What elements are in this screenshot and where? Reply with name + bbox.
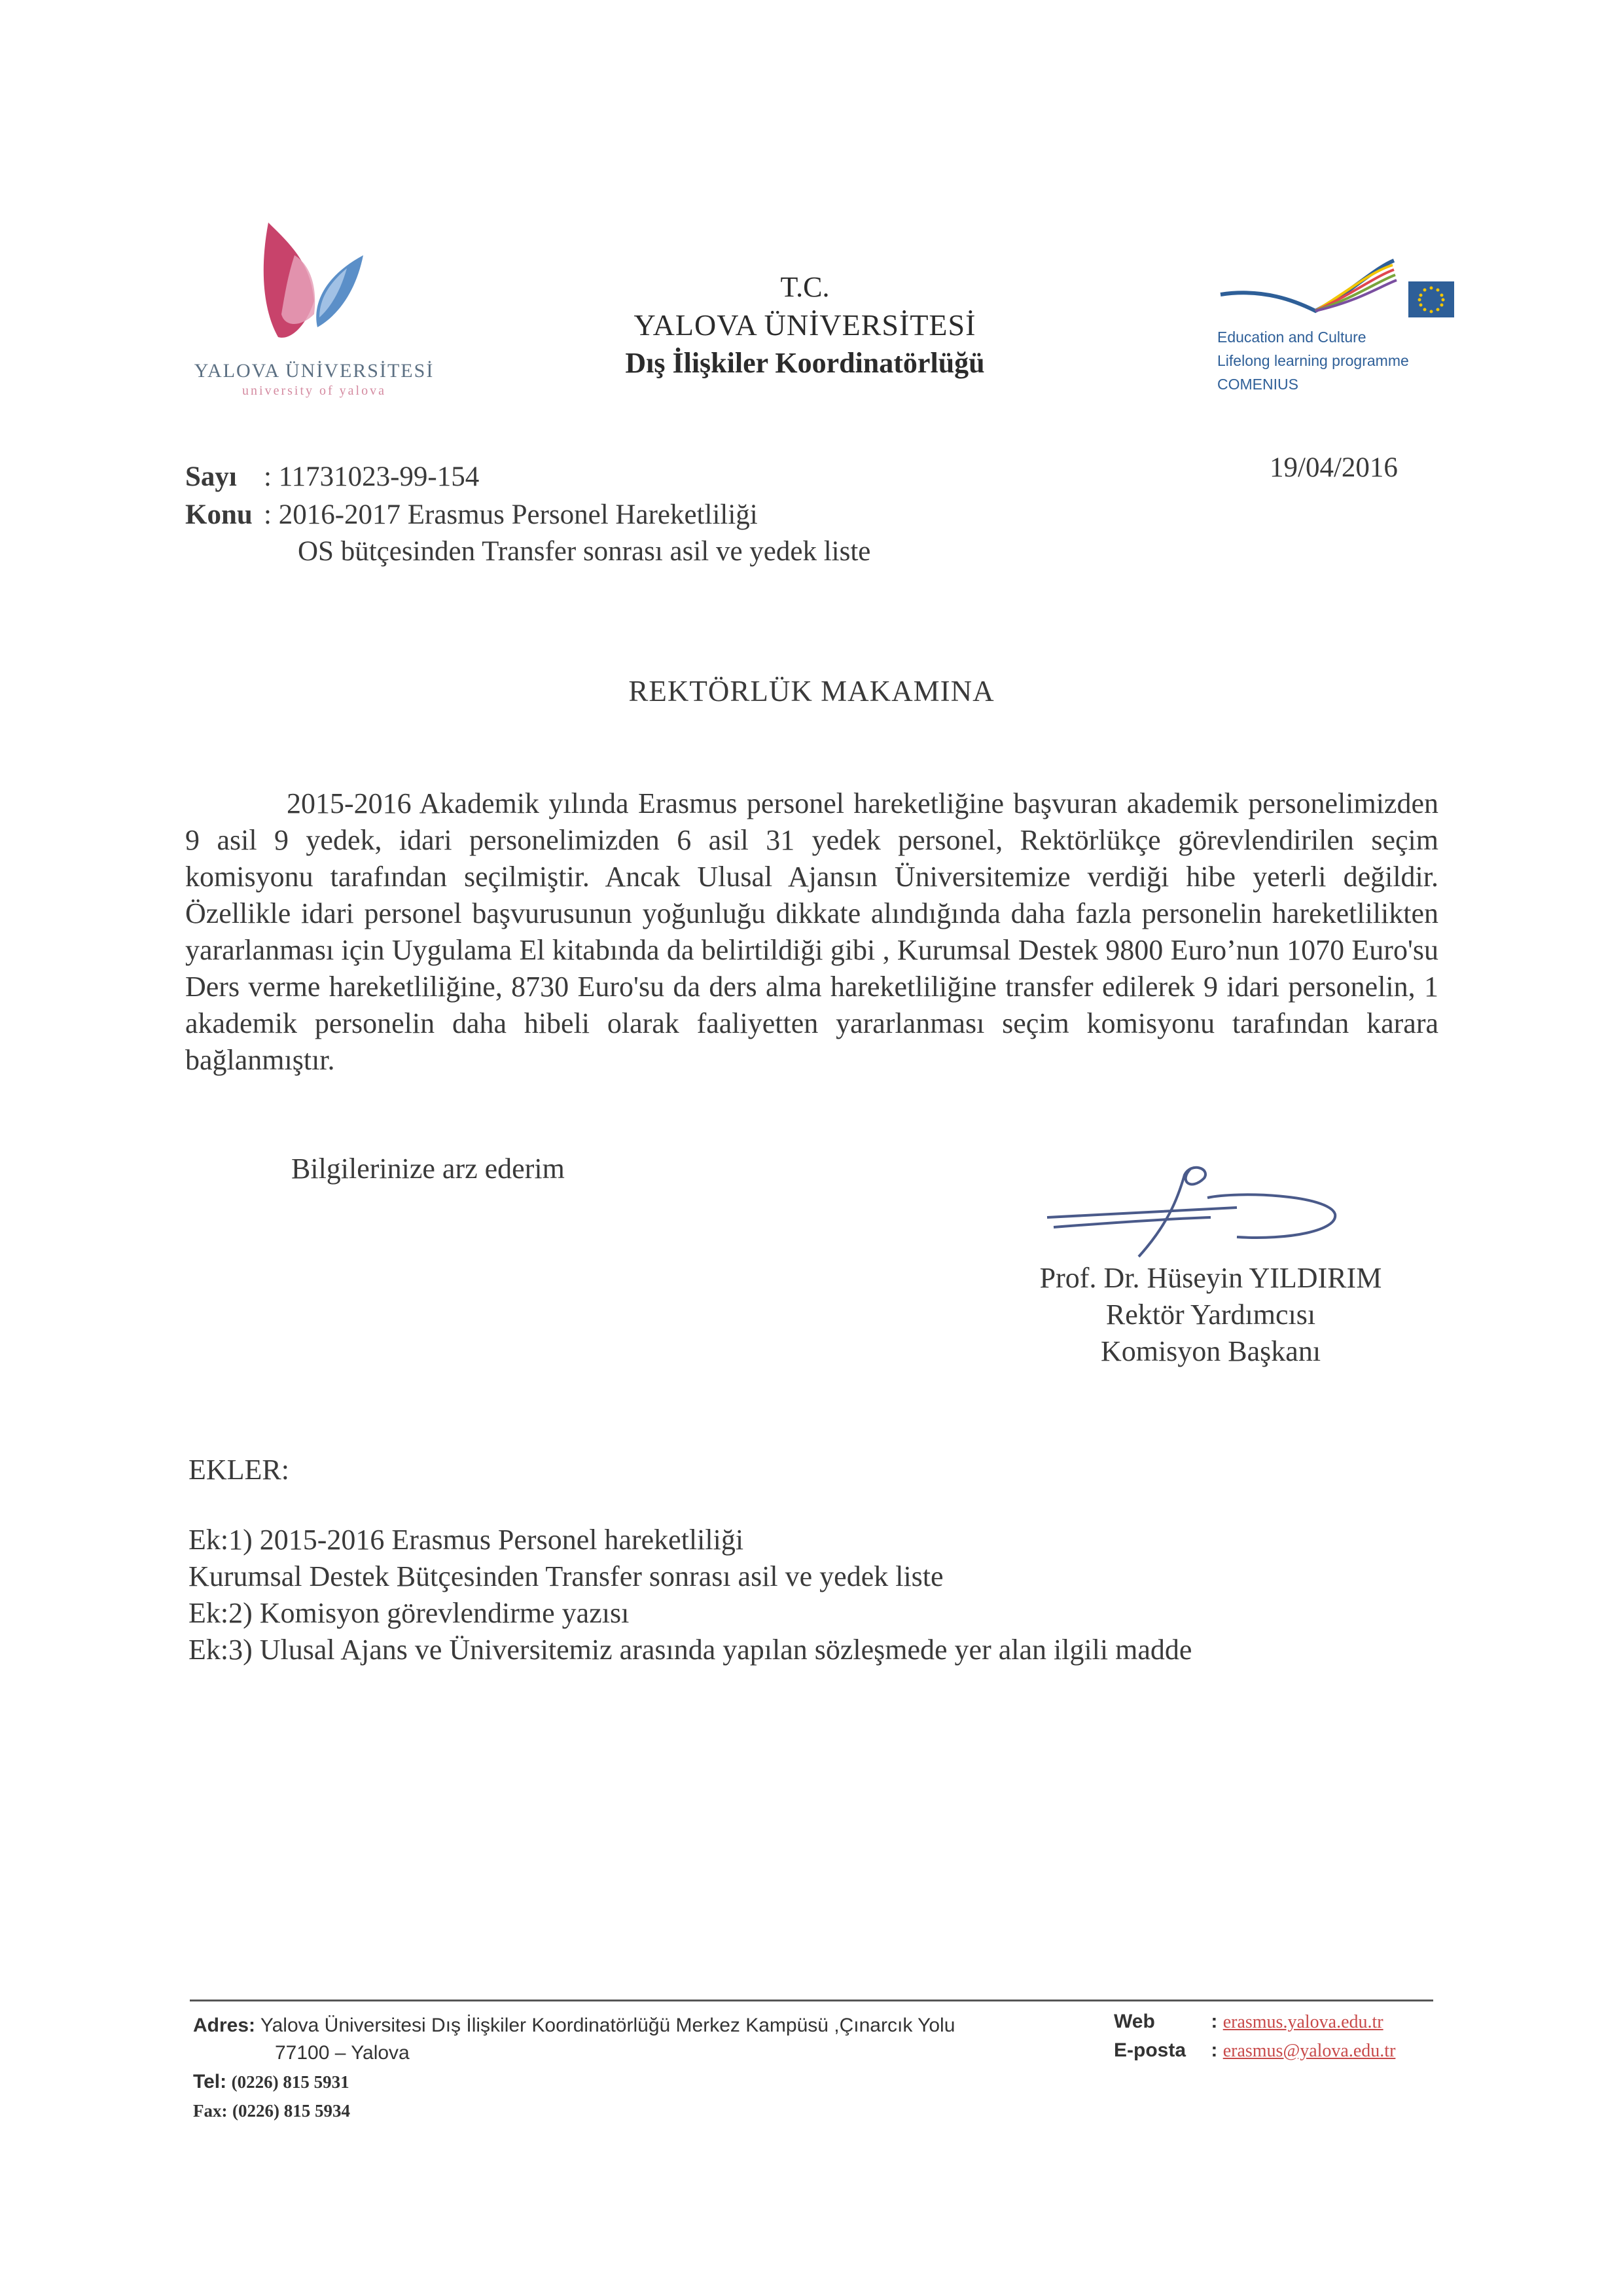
attachments-title: EKLER: <box>188 1454 289 1486</box>
document-date: 19/04/2016 <box>1270 452 1398 483</box>
office-name: Dış İlişkiler Koordinatörlüğü <box>625 347 985 379</box>
republic-label: T.C. <box>780 271 830 303</box>
address-line2: 77100 – Yalova <box>275 2042 410 2064</box>
attachments-list <box>188 1522 1192 1668</box>
closing-phrase: Bilgilerinize arz ederim <box>291 1153 565 1185</box>
tel-value: (0226) 815 5931 <box>231 2072 349 2092</box>
logo-university-name: YALOVA ÜNİVERSİTESİ <box>194 360 435 382</box>
letterhead-title <box>537 268 1073 382</box>
eu-text-line3: COMENIUS <box>1217 376 1298 393</box>
body-paragraph: 2015-2016 Akademik yılında Erasmus personel hareketliğine başvuran akademik personelimizden 9 asil 9 yedek, idari personelimizden 6 asil 31 yedek personel, Rektörlükçe görevlendirilen seçim komisyonu tarafından seçilmiştir. Ancak Ulusal Ajansın Üniversitemize verdiği hibe yeterli değildir. Özellikle idari personel başvurusunun yoğunluğu dikkate alındığında daha fazla personelin hareketlilikten yararlanması için Uygulama El kitabında da belirtildiği gibi , Kurumsal Destek 9800 Euro’nun 1070 Euro'su Ders verme hareketliliğine, 8730 Euro'su da ders alma hareketliliğine transfer edilerek 9 idari personelin, 1 akademik personelin daha hibeli olarak faaliyetten yararlanması seçim komisyonu tarafından karara bağlanmıştır. <box>185 787 1438 1076</box>
konu-value: : 2016-2017 Erasmus Personel Hareketliliği <box>264 499 758 530</box>
eu-text-line1: Education and Culture <box>1217 329 1366 346</box>
footer-divider <box>190 2000 1433 2001</box>
university-logo <box>177 216 452 406</box>
leaf-logo-icon <box>249 216 380 347</box>
attachment-item: Ek:2) Komisyon görevlendirme yazısı <box>188 1597 630 1629</box>
signatory-role: Komisyon Başkanı <box>1100 1335 1321 1367</box>
university-name: YALOVA ÜNİVERSİTESİ <box>633 308 976 342</box>
tel-label: Tel: <box>193 2071 227 2092</box>
eu-swoosh-icon <box>1217 255 1459 327</box>
signatory-block <box>949 1260 1472 1370</box>
address-label: Adres: <box>193 2015 256 2036</box>
footer-fax <box>193 2100 350 2122</box>
subject-line2: OS bütçesinden Transfer sonrası asil ve yedek liste <box>298 536 871 567</box>
footer <box>190 2003 1446 2134</box>
attachment-item: Kurumsal Destek Bütçesinden Transfer sonrası asil ve yedek liste <box>188 1560 944 1592</box>
eu-text-line2: Lifelong learning programme <box>1217 352 1409 369</box>
attachment-item: Ek:3) Ulusal Ajans ve Üniversitemiz arasında yapılan sözleşmede yer alan ilgili madde <box>188 1634 1192 1666</box>
signatory-title: Rektör Yardımcısı <box>1105 1299 1316 1331</box>
web-label: Web <box>1114 2011 1155 2032</box>
email-link[interactable]: erasmus@yalova.edu.tr <box>1222 2041 1396 2061</box>
footer-tel <box>193 2071 349 2093</box>
web-link[interactable]: erasmus.yalova.edu.tr <box>1222 2012 1383 2032</box>
sayi-value: : 11731023-99-154 <box>264 461 480 492</box>
attachment-item: Ek:1) 2015-2016 Erasmus Personel hareketliliği <box>188 1524 744 1556</box>
fax-value: (0226) 815 5934 <box>232 2101 350 2121</box>
footer-web: Web : erasmus.yalova.edu.tr <box>1114 2011 1383 2032</box>
sayi-label: Sayı <box>185 461 237 492</box>
eu-program-logo <box>1211 255 1459 412</box>
email-label: E-posta <box>1114 2039 1186 2061</box>
handwritten-signature <box>1041 1152 1381 1270</box>
addressee: REKTÖRLÜK MAKAMINA <box>628 675 995 708</box>
fax-label: Fax: <box>193 2101 228 2121</box>
konu-label: Konu <box>185 499 253 530</box>
footer-address <box>193 2015 955 2037</box>
logo-tagline: university of yalova <box>242 384 386 398</box>
address-line1: Yalova Üniversitesi Dış İlişkiler Koordinatörlüğü Merkez Kampüsü ,Çınarcık Yolu <box>260 2015 955 2036</box>
subject <box>185 496 758 534</box>
reference-number <box>185 458 479 496</box>
footer-email: E-posta : erasmus@yalova.edu.tr <box>1114 2039 1396 2061</box>
signatory-name: Prof. Dr. Hüseyin YILDIRIM <box>1039 1262 1382 1294</box>
